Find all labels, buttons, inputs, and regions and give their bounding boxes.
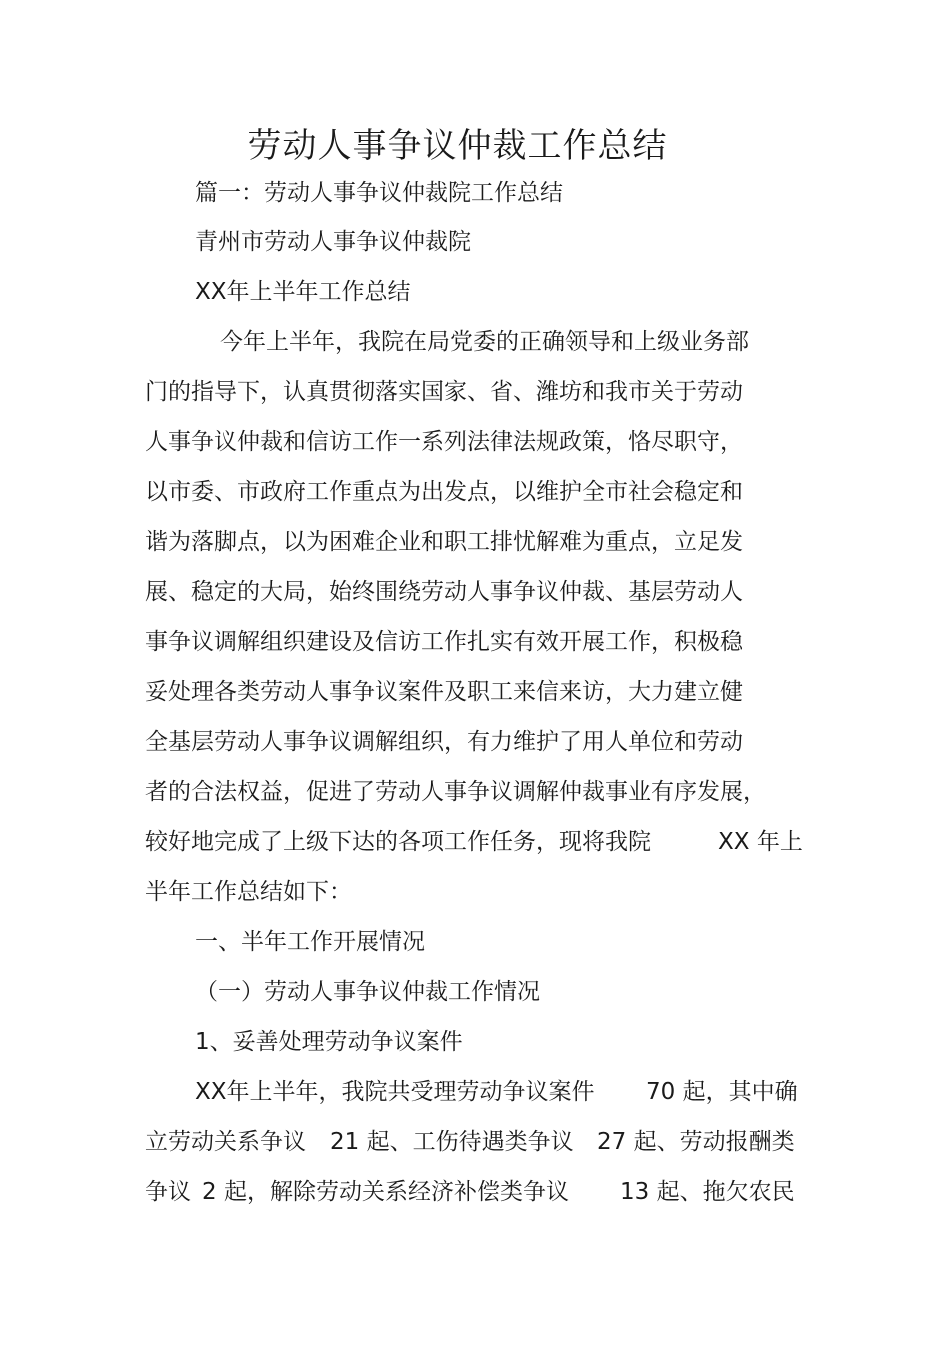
text-segment: 13 起、拖欠农民 (620, 1179, 795, 1205)
report-period-title: XX年上半年工作总结 (195, 279, 411, 305)
text-segment: XX 年上 (718, 829, 803, 855)
document-title: 劳动人事争议仲裁工作总结 (247, 126, 668, 166)
text-segment: 2 起，解除劳动关系经济补偿类争议 (202, 1179, 569, 1205)
text-segment: 21 起、工伤待遇类争议 (330, 1129, 574, 1155)
paragraph-line (145, 822, 651, 862)
paragraph-line-segment (330, 1122, 574, 1162)
paragraph-line (145, 1172, 191, 1212)
paragraph-line-segment (202, 1172, 569, 1212)
paragraph-line-tail (718, 822, 803, 862)
paragraph-line (195, 1072, 595, 1112)
text-segment: 较好地完成了上级下达的各项工作任务，现将我院 (145, 829, 651, 855)
text-segment: 70 起，其中确 (646, 1079, 798, 1105)
text-segment: XX年上半年，我院共受理劳动争议案件 (195, 1079, 595, 1105)
organization-name: 青州市劳动人事争议仲裁院 (195, 229, 471, 255)
item-heading: 1、妥善处理劳动争议案件 (195, 1029, 463, 1055)
paragraph-line: 妥处理各类劳动人事争议案件及职工来信来访，大力建立健 (145, 679, 743, 705)
paragraph-line: 今年上半年，我院在局党委的正确领导和上级业务部 (220, 329, 749, 355)
paragraph-line: 以市委、市政府工作重点为出发点，以维护全市社会稳定和 (145, 479, 743, 505)
subsection-heading: （一）劳动人事争议仲裁工作情况 (195, 979, 540, 1005)
paragraph-line: 者的合法权益，促进了劳动人事争议调解仲裁事业有序发展， (145, 779, 766, 805)
paragraph-line: 人事争议仲裁和信访工作一系列法律法规政策，恪尽职守， (145, 429, 743, 455)
paragraph-line: 全基层劳动人事争议调解组织，有力维护了用人单位和劳动 (145, 729, 743, 755)
section-heading: 一、半年工作开展情况 (195, 929, 425, 955)
text-segment: 争议 (145, 1179, 191, 1205)
paragraph-line-tail (620, 1172, 795, 1212)
paragraph-line-tail (646, 1072, 798, 1112)
paragraph-line-tail (597, 1122, 795, 1162)
paragraph-line: 门的指导下，认真贯彻落实国家、省、潍坊和我市关于劳动 (145, 379, 743, 405)
paragraph-line: 事争议调解组织建设及信访工作扎实有效开展工作，积极稳 (145, 629, 743, 655)
paragraph-line: 谐为落脚点，以为困难企业和职工排忧解难为重点，立足发 (145, 529, 743, 555)
paragraph-line: 展、稳定的大局，始终围绕劳动人事争议仲裁、基层劳动人 (145, 579, 743, 605)
text-segment: 立劳动关系争议 (145, 1129, 306, 1155)
paragraph-line: 半年工作总结如下： (145, 879, 352, 905)
paragraph-line (145, 1122, 306, 1162)
text-segment: 27 起、劳动报酬类 (597, 1129, 795, 1155)
subtitle-article-one: 篇一：劳动人事争议仲裁院工作总结 (195, 180, 563, 206)
